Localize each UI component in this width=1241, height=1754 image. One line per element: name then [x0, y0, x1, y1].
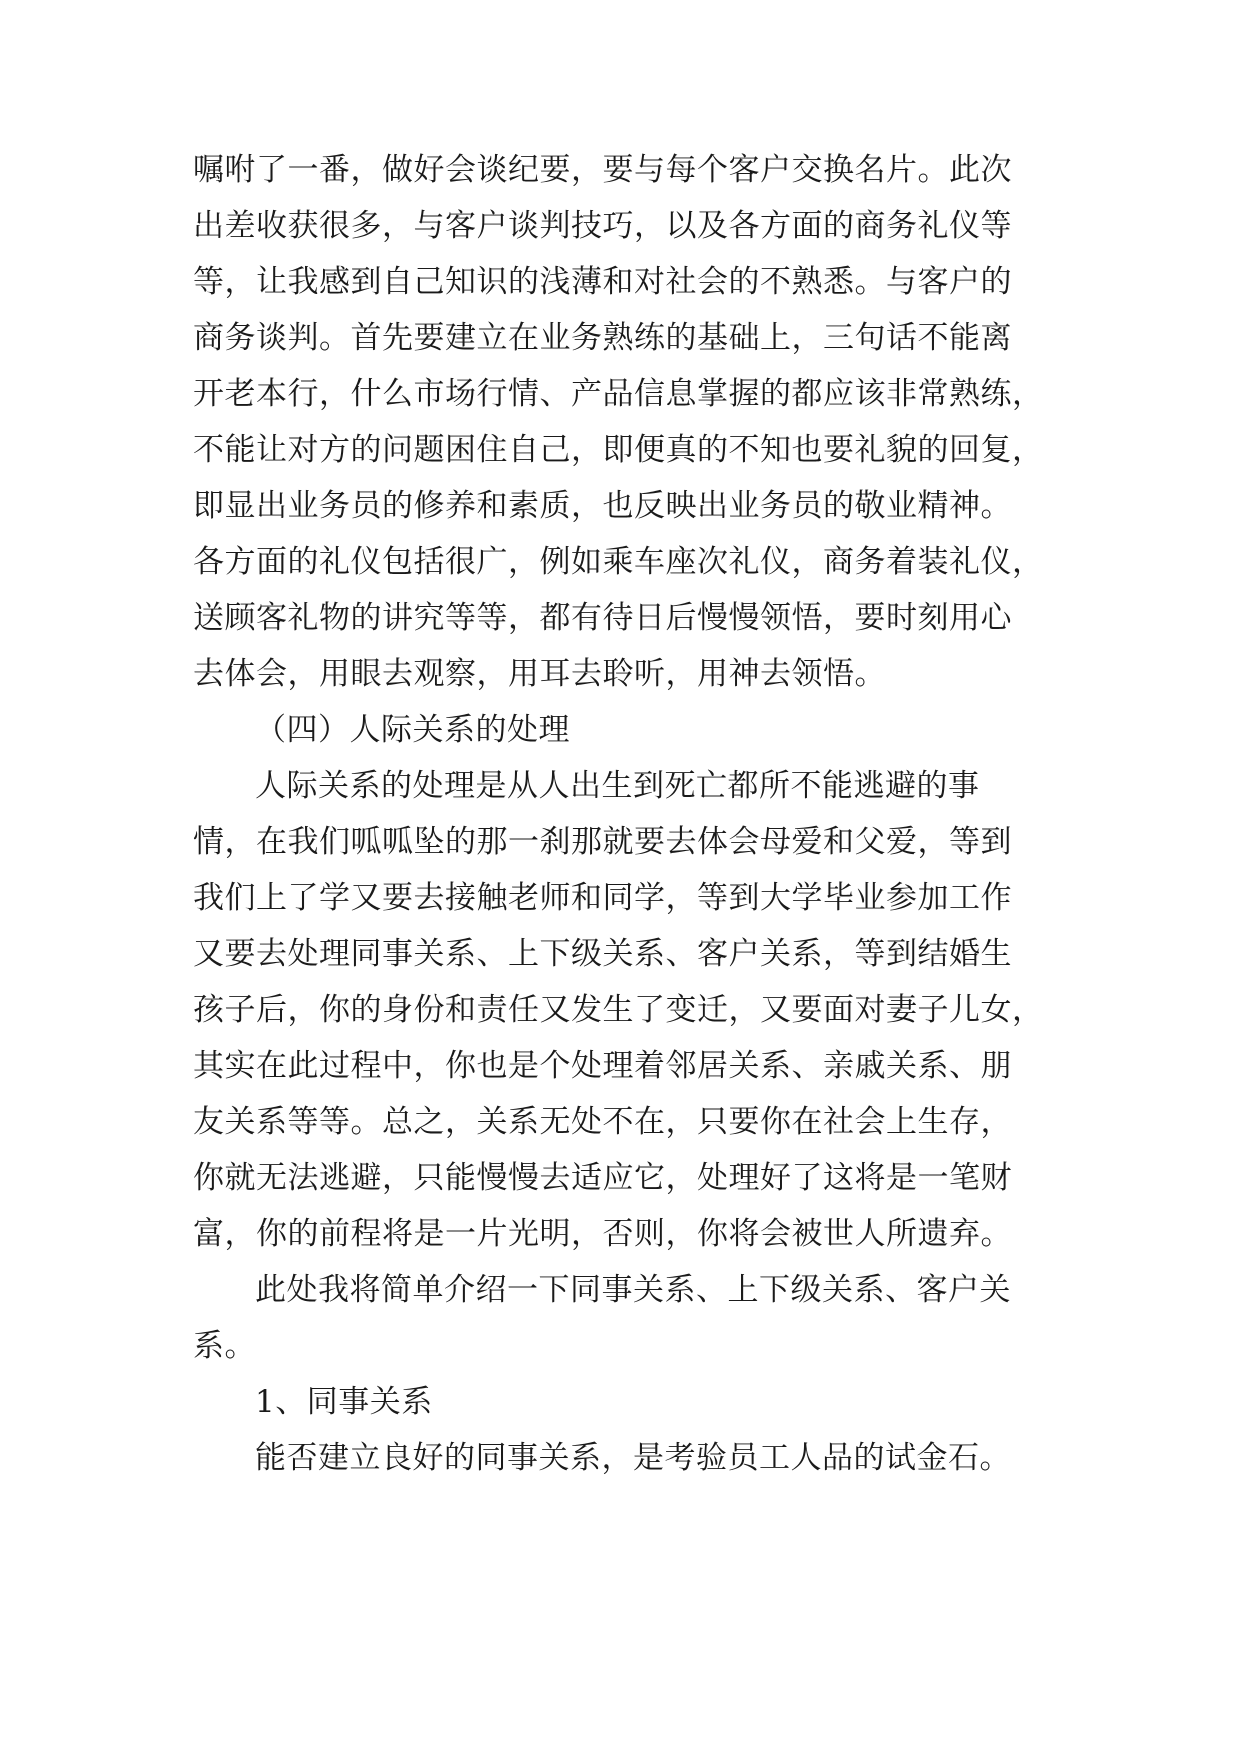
paragraph-line: 此处我将简单介绍一下同事关系、上下级关系、客户关	[255, 1272, 1011, 1308]
paragraph-line: 即显出业务员的修养和素质，也反映出业务员的敬业精神。	[193, 488, 1012, 524]
paragraph-line: 送顾客礼物的讲究等等，都有待日后慢慢领悟，要时刻用心	[193, 600, 1012, 636]
paragraph-line: 去体会，用眼去观察，用耳去聆听，用神去领悟。	[193, 656, 886, 692]
paragraph-line: 人际关系的处理是从人出生到死亡都所不能逃避的事	[255, 768, 980, 804]
paragraph-line: 能否建立良好的同事关系，是考验员工人品的试金石。	[255, 1440, 1011, 1476]
section-heading: （四）人际关系的处理	[255, 712, 570, 748]
paragraph-line: 又要去处理同事关系、上下级关系、客户关系，等到结婚生	[193, 936, 1012, 972]
paragraph-line: 各方面的礼仪包括很广，例如乘车座次礼仪，商务着装礼仪，	[193, 544, 1044, 580]
paragraph-line: 等，让我感到自己知识的浅薄和对社会的不熟悉。与客户的	[193, 264, 1012, 300]
paragraph-line: 你就无法逃避，只能慢慢去适应它，处理好了这将是一笔财	[193, 1160, 1012, 1196]
paragraph-line: 不能让对方的问题困住自己，即便真的不知也要礼貌的回复，	[193, 432, 1044, 468]
paragraph-line: 系。	[193, 1328, 256, 1364]
paragraph-line: 孩子后，你的身份和责任又发生了变迁，又要面对妻子儿女，	[193, 992, 1044, 1028]
paragraph-line: 我们上了学又要去接触老师和同学，等到大学毕业参加工作	[193, 880, 1012, 916]
paragraph-line: 商务谈判。首先要建立在业务熟练的基础上，三句话不能离	[193, 320, 1012, 356]
paragraph-line: 其实在此过程中，你也是个处理着邻居关系、亲戚关系、朋	[193, 1048, 1012, 1084]
subsection-heading: 1、同事关系	[255, 1384, 433, 1420]
paragraph-line: 情，在我们呱呱坠的那一刹那就要去体会母爱和父爱，等到	[193, 824, 1012, 860]
paragraph-line: 富，你的前程将是一片光明，否则，你将会被世人所遗弃。	[193, 1216, 1012, 1252]
paragraph-line: 出差收获很多，与客户谈判技巧，以及各方面的商务礼仪等	[193, 208, 1012, 244]
paragraph-line: 友关系等等。总之，关系无处不在，只要你在社会上生存，	[193, 1104, 1012, 1140]
paragraph-line: 开老本行，什么市场行情、产品信息掌握的都应该非常熟练，	[193, 376, 1044, 412]
paragraph-line: 嘱咐了一番，做好会谈纪要，要与每个客户交换名片。此次	[193, 152, 1012, 188]
